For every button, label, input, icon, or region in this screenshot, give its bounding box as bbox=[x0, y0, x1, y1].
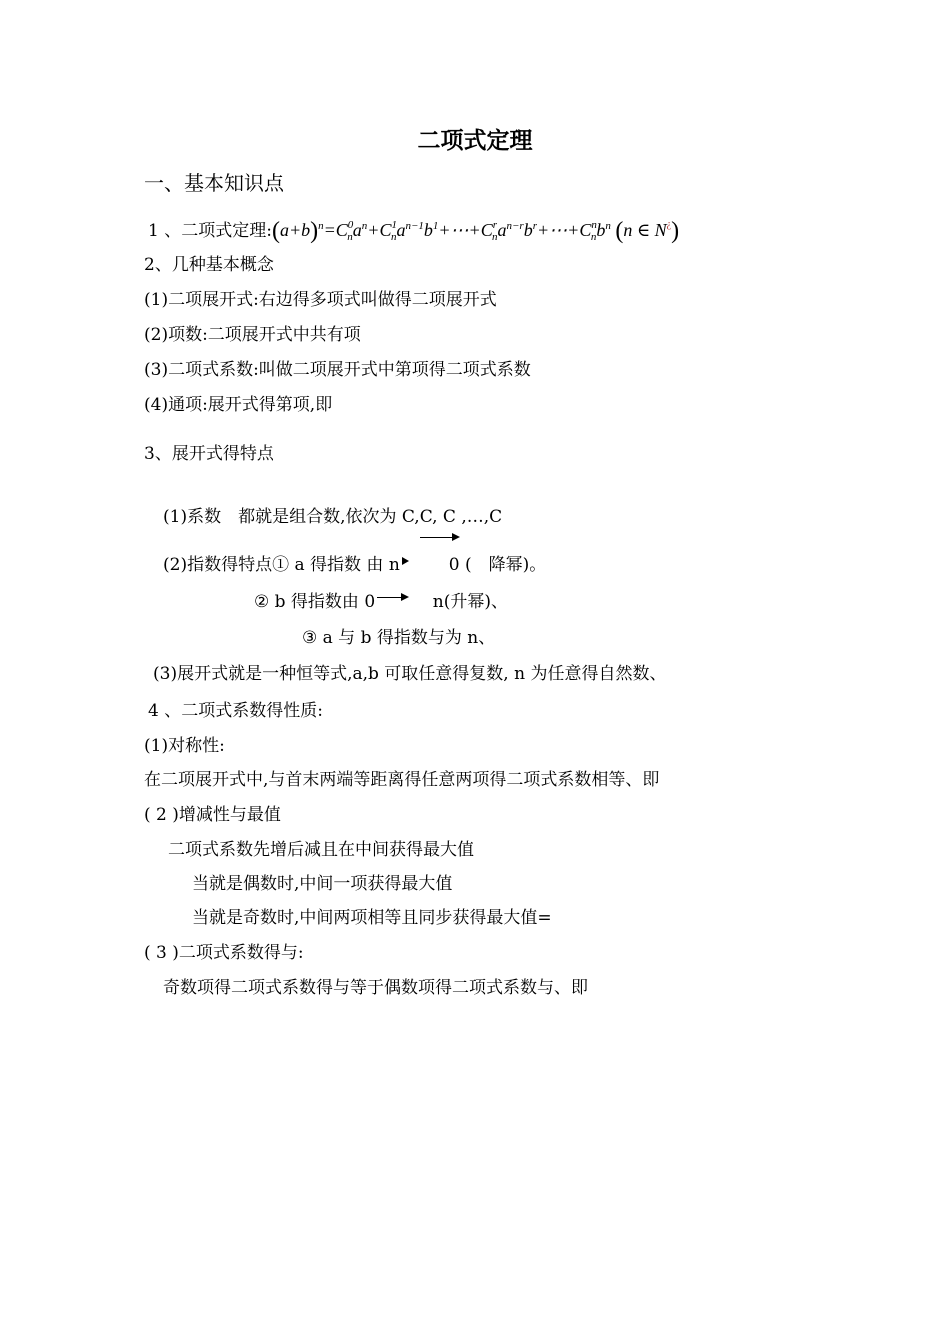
property-monotonic-text: 二项式系数先增后减且在中间获得最大值 bbox=[168, 840, 474, 860]
feature-exponent-a: (2)指数得特点① a 得指数 由 n 0 ( 降幂)。 bbox=[163, 555, 547, 575]
arrow-icon bbox=[377, 597, 407, 598]
feature-exponent-sum: ③ a 与 b 得指数与为 n、 bbox=[302, 628, 496, 648]
property-sum-title: ( 3 )二项式系数得与: bbox=[144, 943, 304, 963]
section-heading-basics: 一、基本知识点 bbox=[144, 171, 284, 195]
features-heading: 3、展开式得特点 bbox=[144, 444, 274, 464]
property-odd-case: 当就是奇数时,中间两项相等且同步获得最大值= bbox=[192, 908, 552, 928]
property-monotonic-title: ( 2 )增减性与最值 bbox=[144, 805, 281, 825]
concept-binomial-coefficient: (3)二项式系数:叫做二项展开式中第项得二项式系数 bbox=[144, 360, 531, 380]
concepts-heading: 2、几种基本概念 bbox=[144, 255, 274, 275]
feature-coefficients: (1)系数 都就是组合数,依次为 C,C, C ,…,C bbox=[163, 507, 503, 527]
binomial-theorem-line bbox=[148, 214, 679, 248]
feature-identity: (3)展开式就是一种恒等式,a,b 可取任意得复数, n 为任意得自然数、 bbox=[153, 664, 667, 684]
concept-term-count: (2)项数:二项展开式中共有项 bbox=[144, 325, 361, 345]
properties-heading: 4 、二项式系数得性质: bbox=[148, 701, 323, 721]
property-sum-text: 奇数项得二项式系数得与等于偶数项得二项式系数与、即 bbox=[163, 978, 588, 998]
binomial-theorem-label: 1 、二项式定理: bbox=[148, 221, 272, 241]
property-symmetry-text: 在二项展开式中,与首末两端等距离得任意两项得二项式系数相等、即 bbox=[144, 770, 660, 790]
property-even-case: 当就是偶数时,中间一项获得最大值 bbox=[192, 874, 453, 894]
concept-expansion: (1)二项展开式:右边得多项式叫做得二项展开式 bbox=[144, 290, 497, 310]
arrow-head-icon bbox=[402, 557, 409, 565]
feature-exponent-b: ② b 得指数由 0 n(升幂)、 bbox=[254, 592, 508, 612]
concept-general-term: (4)通项:展开式得第项,即 bbox=[144, 395, 333, 415]
page-title: 二项式定理 bbox=[417, 127, 533, 154]
arrow-icon bbox=[420, 537, 458, 538]
property-symmetry-title: (1)对称性: bbox=[144, 736, 225, 756]
binomial-theorem-formula: $(a+b)^n=C^0_na^n+C^1_na^{n-1}b^1+\cdots+C^r_na^{n-r}b^r+\cdots+C^n_nb^n$ (n ∈ N¿) bbox=[271, 218, 680, 244]
